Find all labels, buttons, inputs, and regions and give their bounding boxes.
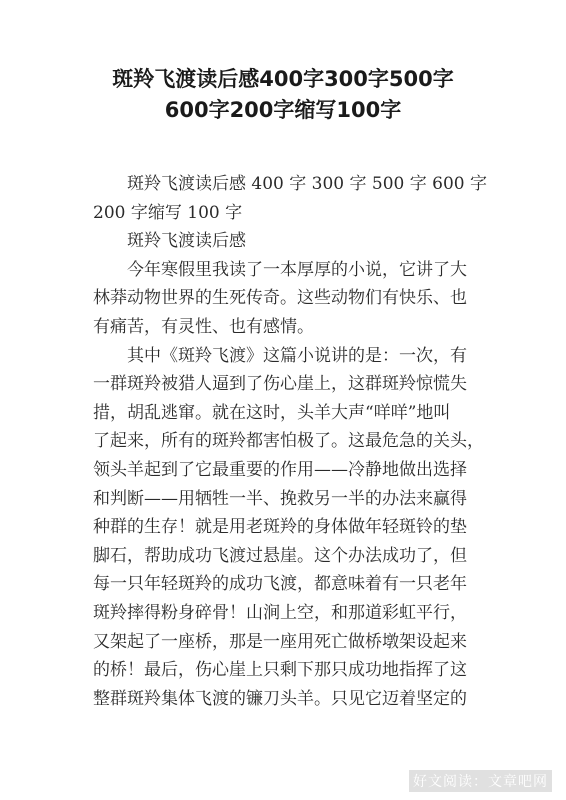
text-line: 200 字缩写 100 字 <box>93 202 243 223</box>
site-watermark: 好文阅读：文章吧网 <box>409 770 552 792</box>
text-line: 今年寒假里我读了一本厚厚的小说，它讲了大 <box>127 259 467 280</box>
text-line: 又架起了一座桥，那是一座用死亡做桥墩架设起来 <box>93 631 467 652</box>
text-line: 斑羚飞渡读后感 400 字 300 字 500 字 600 字 <box>127 174 488 194</box>
text-line: 脚石，帮助成功飞渡过悬崖。这个办法成功了，但 <box>93 545 467 566</box>
title-line-2: 600字200字缩写100字 <box>164 98 402 122</box>
text-line: 了起来，所有的斑羚都害怕极了。这最危急的关头， <box>93 431 484 452</box>
paragraph-2 <box>93 227 493 256</box>
paragraph-4 <box>93 342 493 714</box>
text-line: 其中《斑羚飞渡》这篇小说讲的是：一次，有 <box>127 345 467 366</box>
paragraph-1-continued <box>93 199 493 228</box>
text-line: 每一只年轻斑羚的成功飞渡，都意味着有一只老年 <box>93 574 467 595</box>
text-line: 的桥！最后，伤心崖上只剩下那只成功地指挥了这 <box>93 660 467 681</box>
text-line: 林莽动物世界的生死传奇。这些动物们有快乐、也 <box>93 288 467 309</box>
document-title <box>20 64 546 126</box>
text-line: 一群斑羚被猎人逼到了伤心崖上，这群斑羚惊慌失 <box>93 374 467 395</box>
text-line: 整群斑羚集体飞渡的镰刀头羊。只见它迈着坚定的 <box>93 688 467 709</box>
document-body <box>93 170 493 713</box>
text-line: 斑羚飞渡读后感 <box>127 231 246 252</box>
text-line: 措，胡乱逃窜。就在这时，头羊大声“咩咩”地叫 <box>93 402 451 423</box>
text-line: 种群的生存！就是用老斑羚的身体做年轻斑铃的垫 <box>93 517 467 538</box>
text-line: 和判断——用牺牲一半、挽救另一半的办法来赢得 <box>93 488 467 509</box>
paragraph-3 <box>93 256 493 342</box>
title-line-1: 斑羚飞渡读后感400字300字500字 <box>112 67 454 91</box>
paragraph-1 <box>93 170 493 199</box>
text-line: 斑羚摔得粉身碎骨！山涧上空，和那道彩虹平行， <box>93 602 467 623</box>
text-line: 有痛苦，有灵性、也有感情。 <box>93 316 314 337</box>
text-line: 领头羊起到了它最重要的作用——冷静地做出选择 <box>93 459 467 480</box>
